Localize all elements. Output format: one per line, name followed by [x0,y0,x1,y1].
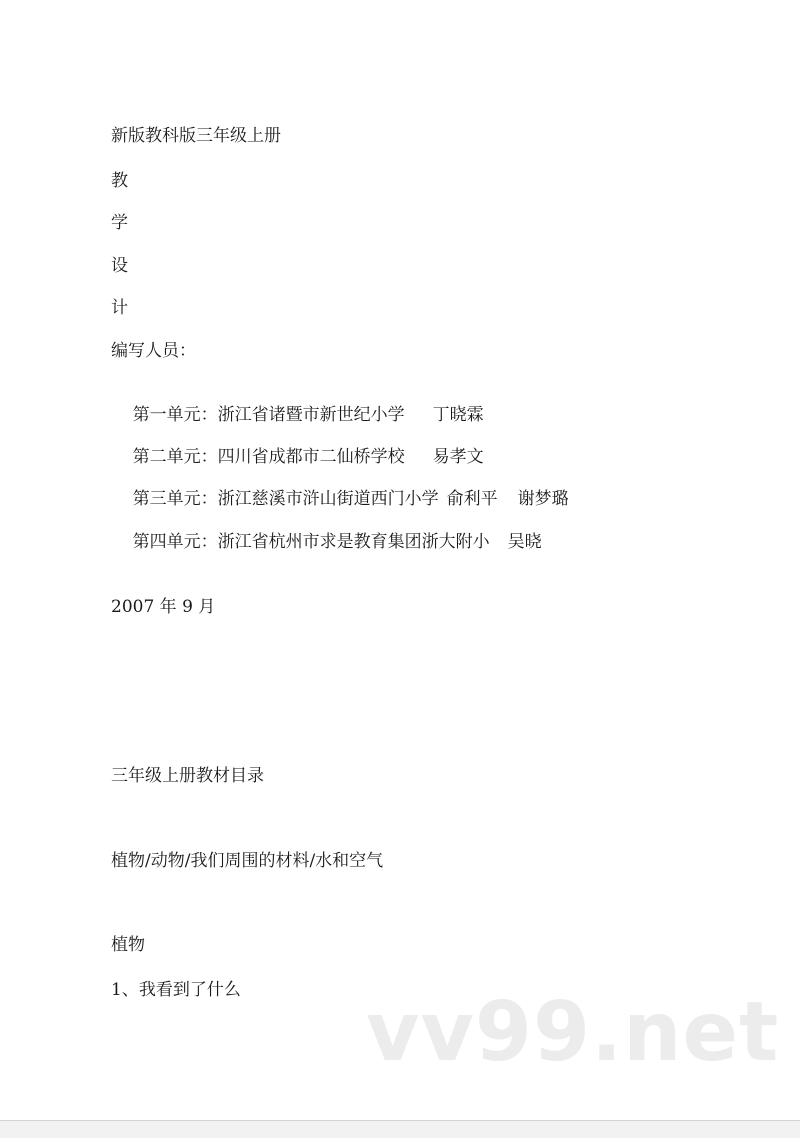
document-date: 2007 年 9 月 [111,597,216,617]
unit-2-author: 易孝文 [432,447,484,467]
unit-4-author: 吴晓 [507,532,542,552]
vertical-title-char-2: 学 [111,213,128,233]
watermark: vv99.net [366,985,780,1080]
unit-4-label: 第四单元： [132,532,218,552]
document-title: 新版教科版三年级上册 [111,126,281,146]
toc-title: 三年级上册教材目录 [111,766,264,786]
unit-2-label: 第二单元： [132,447,218,467]
unit-3-label: 第三单元： [132,489,218,509]
vertical-title-char-1: 教 [111,171,128,191]
authors-label: 编写人员： [111,341,196,361]
lesson-item: 1、我看到了什么 [111,980,241,1000]
vertical-title-char-4: 计 [111,298,128,318]
subjects-line: 植物/动物/我们周围的材料/水和空气 [111,851,384,871]
unit-1-label: 第一单元： [132,405,218,425]
vertical-title-char-3: 设 [111,256,128,276]
unit-3-school: 浙江慈溪市浒山街道西门小学 [217,489,439,509]
unit-4-school: 浙江省杭州市求是教育集团浙大附小 [217,532,490,552]
unit-2-school: 四川省成都市二仙桥学校 [217,447,405,467]
page-bottom-gap [0,1120,800,1138]
unit-4-line [111,509,542,575]
unit-1-author: 丁晓霖 [432,405,484,425]
unit-3-author-2: 谢梦璐 [517,489,569,509]
unit-3-author-1: 俞利平 [446,489,498,509]
section-title: 植物 [111,935,145,955]
unit-1-school: 浙江省诸暨市新世纪小学 [217,405,405,425]
